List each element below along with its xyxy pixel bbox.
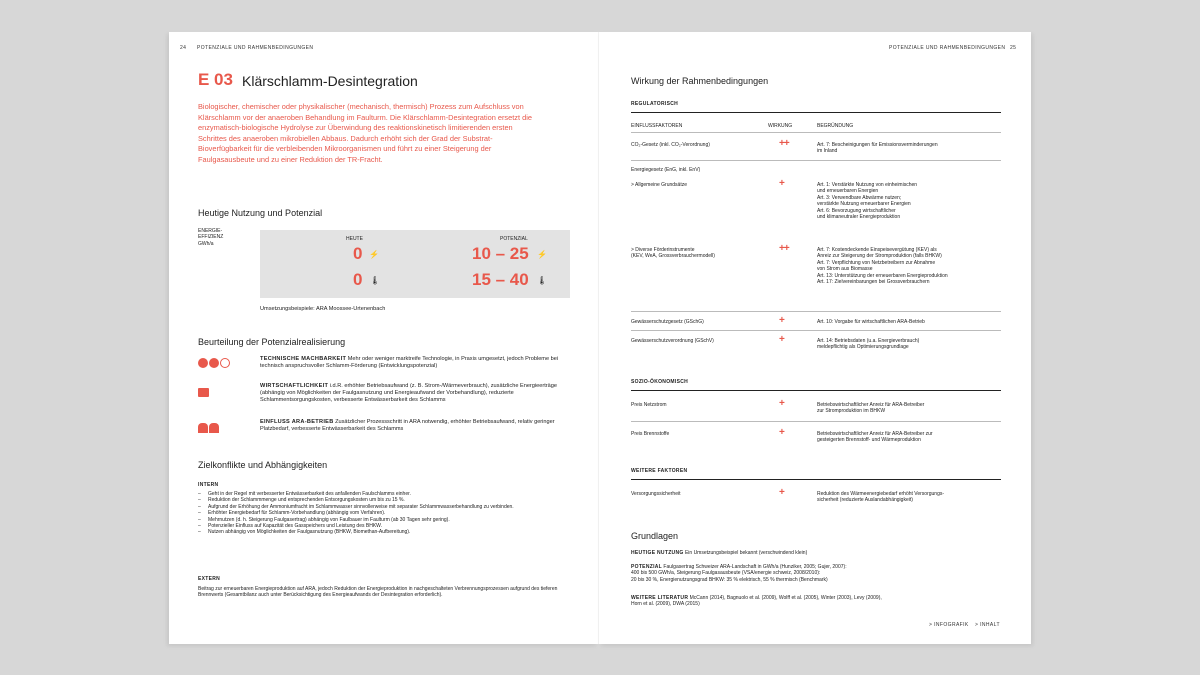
- list-item: – Aufgrund der Erhöhung der Ammoniumfracht im Schlammwasser sinnvollerweise mit separater Schlammwasserbehandlung zu verbinden.: [198, 503, 514, 510]
- reason-funding: Art. 7: Kostendeckende Einspeisevergütung (KEV) als Anreiz zur Steigerung der Stromproduktion (falls BHKW) Art. 7: Verpflichtung von Netzbetreibern zur Abnahme von Strom aus Biomasse Art. 13: Unterstützung der erneuerbaren Energieproduktion Art. 17: Zielvereinbarungen bei Grossverbrauchern: [817, 247, 948, 286]
- socio-label: SOZIO-ÖKONOMISCH: [631, 379, 689, 385]
- effect-fuel-price: +: [779, 427, 784, 438]
- list-item: – Geht in der Regel mit verbesserter Entwässerbarkeit des anfallenden Faulschlamms einher.: [198, 491, 411, 497]
- lightning-icon: ⚡: [369, 250, 379, 259]
- assess-economic: WIRTSCHAFTLICHKEIT i.d.R. erhöhter Betriebsaufwand (z. B. Strom-/Wärmeverbrauch), zusätzliche Energieerträge (abhängig von Möglichkeiten der Faulgasnutzung und Energieaufwand der Vorbehandlung), reduzierte Schlammentsorgungskosten, verbesserte Entwässerbarkeit des Schlamms: [260, 383, 557, 404]
- effect-security: +: [779, 487, 784, 498]
- col-effect: WIRKUNG: [768, 123, 793, 129]
- right-page: [599, 32, 1031, 644]
- list-item: – Erhöhter Energiebedarf für Schlamm-Vorbehandlung (abhängig vom Verfahren).: [198, 510, 386, 517]
- potential-electric: 10 – 25: [472, 244, 529, 263]
- divider: [631, 132, 1001, 133]
- factor-eng: Energiegesetz (EnG, inkl. EnV): [631, 167, 701, 173]
- briefcase-icon: [198, 384, 209, 402]
- basics-heading: Grundlagen: [631, 531, 679, 541]
- list-item: – Potenzieller Einfluss auf Kapazität des Gasspeichers und Leistung des BHKW.: [198, 523, 382, 530]
- col-factors: EINFLUSSFAKTOREN: [631, 123, 683, 129]
- today-electric: 0: [353, 244, 363, 263]
- col-reason: BEGRÜNDUNG: [817, 123, 854, 129]
- measure-code: E 03: [198, 70, 233, 89]
- reason-gschg: Art. 10: Vorgabe für wirtschaftlichen ARA-Betrieb: [817, 319, 925, 325]
- reason-grid-price: Betriebswirtschaftlicher Anreiz für ARA-Betreiber zur Stromproduktion im BHKW: [817, 402, 925, 415]
- divider: [631, 479, 1001, 480]
- factor-fuel-price: Preis Brennstoffe: [631, 431, 670, 437]
- divider: [631, 390, 1001, 391]
- effect-co2: ++: [779, 138, 789, 149]
- section-assessment-heading: Beurteilung der Potenzialrealisierung: [198, 337, 346, 347]
- reason-general: Art. 1: Verstärkte Nutzung von einheimischen und erneuerbaren Energien Art. 3: Verwendbare Abwärme nutzen; verstärkte Nutzung erneuerbarer Energien Art. 6: Bevorzugung wirtschaftlicher und klimaneutraler Energieproduktion: [817, 182, 918, 221]
- reason-security: Reduktion des Wärmeenergiebedarf erhöht Versorgungs- sicherheit (reduzierte Auslandabhängigkeit): [817, 491, 945, 504]
- example-text: Umsetzungsbeispiele: ARA Moossee-Urtenenbach: [260, 306, 386, 312]
- thermometer-icon: 🌡: [537, 276, 548, 285]
- basics-potential: POTENZIAL Faulgasertrag Schweizer ARA-Landschaft in GWh/a (Hunziker, 2005; Gujer, 2007): 400 bis 500 GWh/a, Steigerung Faulgasausbeute (VSA/energie schweiz, 2008/2010): 20 bis 30 %, Energienutzungsgrad BHKW: 35 % elektrisch, 55 % thermisch (Benchmark): [631, 564, 847, 583]
- extern-label: EXTERN: [198, 576, 221, 582]
- divider: [631, 311, 1001, 312]
- effect-funding: ++: [779, 243, 789, 254]
- divider: [631, 330, 1001, 331]
- list-item: – Mehrnutzen (d. h. Steigerung Faulgasertrag) abhängig von Faulbauer im Faulturm (ab 30 Tagen sehr gering).: [198, 516, 450, 523]
- lightning-icon: ⚡: [537, 250, 547, 259]
- page-number: 25: [1010, 45, 1017, 51]
- intro-text: Biologischer, chemischer oder physikalischer (mechanisch, thermisch) Prozess zum Aufschluss von Klärschlamm vor der anaeroben Behandlung im Faulturm. Die Klärschlamm-Desintegration ersetzt die enzymatisch-biologische Hydrolyse zur Überwindung des reaktionskinetisch limitierenden ersten Schrittes des anaeroben mikrobiellen Abbaus. Dadurch erhöht sich der Grad der Substrat-Bioverfügbarkeit für die verbleibenden Mikroorganismen und führt zu einer Steigerung der Faulgasausbeute und zu einer Reduktion der TR-Fracht.: [198, 102, 532, 164]
- col-today: HEUTE: [346, 236, 363, 242]
- energy-efficiency-label: ENERGIE- EFFIZIENZ GWh/a: [198, 228, 224, 247]
- running-head: POTENZIALE UND RAHMENBEDINGUNGEN: [889, 45, 1006, 51]
- reason-co2: Art. 7: Bescheinigungen für Emissionsverminderungen im Inland: [817, 142, 938, 155]
- factor-gschv: Gewässerschutzverordnung (GSchV): [631, 338, 714, 344]
- potential-thermal: 15 – 40: [472, 270, 529, 289]
- page-number: 24: [180, 45, 187, 51]
- reason-gschv: Art. 14: Betriebsdaten (u.a. Energieverbrauch) meldepflichtig als Optimierungsgrundlage: [817, 338, 920, 351]
- divider: [631, 421, 1001, 422]
- factor-general: > Allgemeine Grundsätze: [631, 182, 688, 188]
- assess-operation: EINFLUSS ARA-BETRIEB Zusätzlicher Prozessschritt in ARA notwendig, erhöhter Betriebsaufwand, relativ geringer Platzbedarf, verbesserte Entwässerbarkeit des Schlamms: [260, 419, 555, 433]
- link-infografik[interactable]: > INFOGRAFIK: [929, 622, 969, 628]
- running-head: POTENZIALE UND RAHMENBEDINGUNGEN: [197, 45, 314, 51]
- effect-grid-price: +: [779, 398, 784, 409]
- basics-usage: HEUTIGE NUTZUNG Ein Umsetzungsbeispiel bekannt (verschwindend klein): [631, 550, 808, 556]
- page-title: Klärschlamm-Desintegration: [242, 73, 418, 89]
- thermometer-icon: 🌡: [370, 276, 381, 285]
- intern-label: INTERN: [198, 482, 219, 488]
- factor-co2: CO₂-Gesetz (inkl. CO₂-Verordnung): [631, 142, 710, 148]
- regulatory-label: REGULATORISCH: [631, 101, 679, 107]
- divider: [631, 160, 1001, 161]
- list-item: – Nutzen abhängig von Möglichkeiten der Faulgasnutzung (BHKW, Biomethan-Aufbereitung).: [198, 529, 411, 536]
- divider: [631, 112, 1001, 113]
- intern-list: [198, 491, 558, 536]
- extern-text: Beitrag zur erneuerbaren Energieproduktion auf ARA, jedoch Reduktion der Energieproduktion in nachgeschalteten Verbrennungsprozessen aufgrund des tieferen Brennwerts (Gesamtbilanz auch unter Berücksichtigung des Energieaufwands der Desintegration erforderlich).: [198, 586, 558, 599]
- factor-funding: > Diverse Förderinstrumente (KEV, WeA, Grossverbrauchermodell): [631, 247, 715, 260]
- effect-general: +: [779, 178, 784, 189]
- factor-grid-price: Preis Netzstrom: [631, 402, 667, 408]
- effect-gschg: +: [779, 315, 784, 326]
- plant-icon: [198, 420, 219, 438]
- effect-gschv: +: [779, 334, 784, 345]
- factor-security: Versorgungssicherheit: [631, 491, 681, 497]
- page-title: Wirkung der Rahmenbedingungen: [631, 76, 769, 86]
- potential-box: [260, 230, 570, 298]
- reason-fuel-price: Betriebswirtschaftlicher Anreiz für ARA-Betreiber zur gesteigerten Brennstoff- und Wärmeproduktion: [817, 431, 933, 444]
- col-potential: POTENZIAL: [500, 236, 528, 242]
- section-usage-heading: Heutige Nutzung und Potenzial: [198, 208, 323, 218]
- link-inhalt[interactable]: > INHALT: [975, 622, 1000, 628]
- gear-rating-icon: [198, 355, 231, 373]
- basics-literature: WEITERE LITERATUR McCann (2014), Bagnuolo et al. (2009), Wolff et al. (2005), Winter (2003), Levy (2009), Horn et al. (2009), DWA (2015): [631, 595, 882, 608]
- further-label: WEITERE FAKTOREN: [631, 468, 688, 474]
- section-conflicts-heading: Zielkonflikte und Abhängigkeiten: [198, 460, 328, 470]
- left-page: [169, 32, 598, 644]
- assess-technical: TECHNISCHE MACHBARKEIT Mehr oder weniger marktreife Technologie, in Praxis umgesetzt, jedoch Probleme bei technisch anspruchsvoller Schlamm-Förderung (Entwicklungspotenzial): [260, 356, 559, 370]
- today-thermal: 0: [353, 270, 363, 289]
- factor-gschg: Gewässerschutzgesetz (GSchG): [631, 319, 704, 325]
- list-item: – Reduktion der Schlammmenge und entsprechenden Entsorgungskosten um bis zu 15 %.: [198, 497, 405, 504]
